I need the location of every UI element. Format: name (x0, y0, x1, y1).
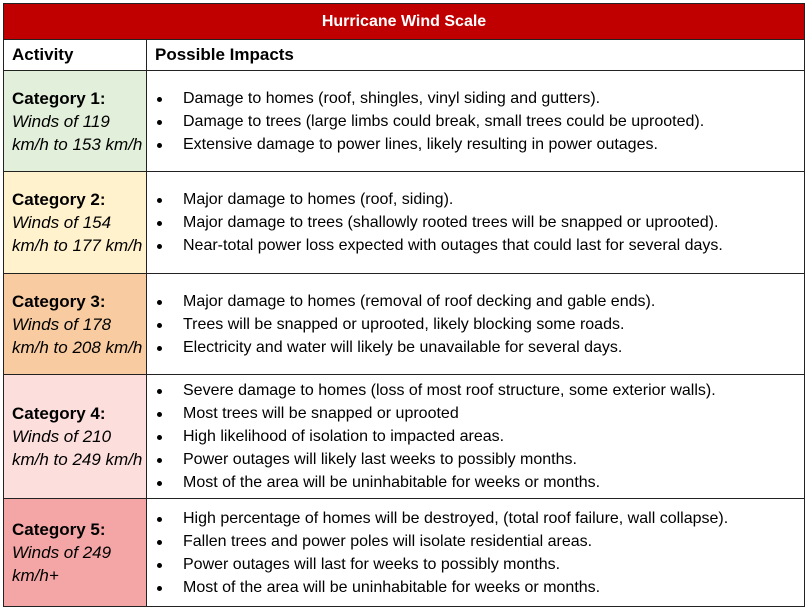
impact-list-item: Power outages will last for weeks to possibly months. (153, 553, 804, 576)
category-name: Category 5: (12, 520, 106, 539)
impact-list-item: Most trees will be snapped or uprooted (153, 402, 804, 425)
impacts-list (153, 507, 804, 599)
table-title: Hurricane Wind Scale (4, 4, 805, 40)
impacts-cell (147, 71, 805, 172)
wind-range: Winds of 249 km/h+ (12, 543, 112, 585)
impact-list-item: Power outages will likely last weeks to possibly months. (153, 448, 804, 471)
table-row (4, 375, 805, 499)
impacts-cell (147, 172, 805, 274)
table-body (4, 71, 805, 607)
wind-range: Winds of 178 km/h to 208 km/h (12, 314, 143, 357)
category-name: Category 4: (12, 404, 106, 423)
impacts-list (153, 290, 804, 359)
impact-list-item: Damage to trees (large limbs could break, small trees could be uprooted). (153, 110, 804, 133)
category-cell (4, 172, 147, 274)
category-cell (4, 274, 147, 375)
table-row (4, 274, 805, 375)
impact-list-item: Severe damage to homes (loss of most roof structure, some exterior walls). (153, 379, 804, 402)
impact-list-item: Near-total power loss expected with outages that could last for several days. (153, 234, 804, 257)
hurricane-wind-scale-table-wrapper (3, 3, 804, 607)
impact-list-item: Trees will be snapped or uprooted, likely blocking some roads. (153, 313, 804, 336)
column-header-impacts: Possible Impacts (147, 40, 805, 71)
category-name: Category 3: (12, 291, 106, 311)
table-row (4, 172, 805, 274)
impacts-list (153, 379, 804, 494)
impact-list-item: Fallen trees and power poles will isolate residential areas. (153, 530, 804, 553)
impacts-cell (147, 274, 805, 375)
impacts-list (153, 188, 804, 257)
impact-list-item: Most of the area will be uninhabitable for weeks or months. (153, 471, 804, 494)
impact-list-item: High likelihood of isolation to impacted areas. (153, 425, 804, 448)
hurricane-wind-scale-table (3, 3, 805, 607)
impact-list-item: Electricity and water will likely be unavailable for several days. (153, 336, 804, 359)
impacts-cell (147, 375, 805, 499)
category-cell (4, 375, 147, 499)
wind-range: Winds of 119 km/h to 153 km/h (12, 111, 143, 154)
column-header-activity: Activity (4, 40, 147, 71)
impact-list-item: Extensive damage to power lines, likely resulting in power outages. (153, 133, 804, 156)
wind-range: Winds of 210 km/h to 249 km/h (12, 427, 143, 469)
impact-list-item: Major damage to trees (shallowly rooted trees will be snapped or uprooted). (153, 211, 804, 234)
impact-list-item: Damage to homes (roof, shingles, vinyl siding and gutters). (153, 87, 804, 110)
category-name: Category 2: (12, 190, 106, 209)
impacts-cell (147, 499, 805, 607)
table-row (4, 71, 805, 172)
wind-range: Winds of 154 km/h to 177 km/h (12, 213, 143, 255)
category-cell (4, 71, 147, 172)
category-cell (4, 499, 147, 607)
impact-list-item: Most of the area will be uninhabitable for weeks or months. (153, 576, 804, 599)
impact-list-item: Major damage to homes (roof, siding). (153, 188, 804, 211)
impact-list-item: Major damage to homes (removal of roof decking and gable ends). (153, 290, 804, 313)
category-name: Category 1: (12, 88, 106, 108)
table-row (4, 499, 805, 607)
impact-list-item: High percentage of homes will be destroyed, (total roof failure, wall collapse). (153, 507, 804, 530)
impacts-list (153, 87, 804, 156)
